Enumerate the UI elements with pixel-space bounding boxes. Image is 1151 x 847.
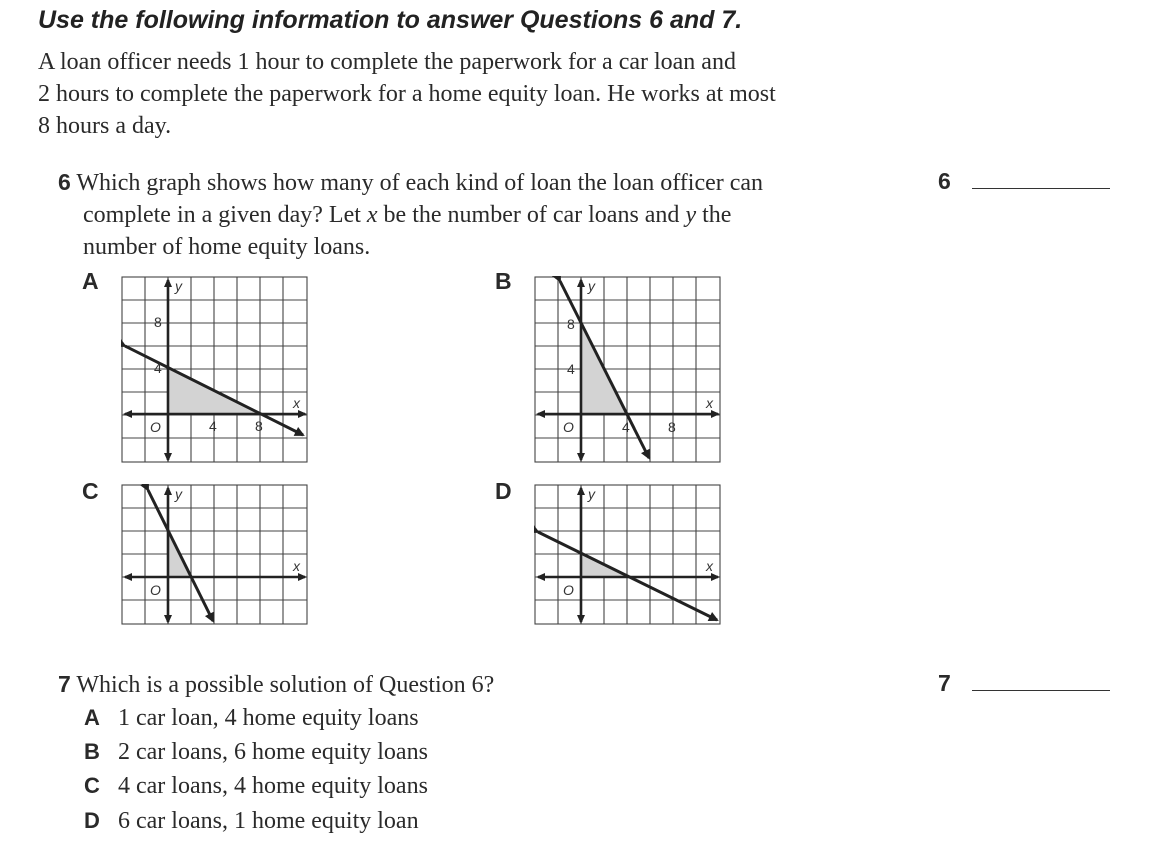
option-letter: A [84,705,100,730]
graph-b-label: B [495,268,512,294]
graph-a-y-label: y [175,278,182,294]
question-7-text: Which is a possible solution of Question 6? [76,672,495,698]
intro-line: A loan officer needs 1 hour to complete the paperwork for a car loan and [38,49,736,75]
graph-c-label: C [82,478,99,504]
option-text: 2 car loans, 6 home equity loans [118,739,428,765]
question-6 [58,166,763,263]
option-letter: D [84,808,100,833]
graph-c-origin-label: O [150,582,161,598]
graph-c[interactable] [121,484,309,626]
answer-option-c[interactable] [84,773,428,800]
graph-a-label: A [82,268,99,294]
answer-option-d[interactable] [84,808,419,835]
option-letter: C [84,773,100,798]
graph-d-label: D [495,478,512,504]
graph-b-origin-label: O [563,419,574,435]
graph-c-x-label: x [293,558,300,574]
graph-a-tick-label: 8 [255,418,263,434]
graph-d-grid [535,485,720,624]
answer-6-number: 6 [938,168,951,194]
graph-b-tick-label: 8 [567,316,575,332]
question-6-line-3: number of home equity loans. [83,234,371,260]
intro-line: 2 hours to complete the paperwork for a home equity loan. He works at most [38,81,776,107]
graph-a-tick-label: 4 [209,418,217,434]
answer-7-blank[interactable] [972,690,1110,691]
graph-b-x-label: x [706,395,713,411]
graph-b-y-label: y [588,278,595,294]
option-text: 4 car loans, 4 home equity loans [118,773,428,799]
graph-b-tick-label: 4 [567,361,575,377]
answer-option-a[interactable] [84,705,419,732]
option-text: 6 car loans, 1 home equity loan [118,808,419,834]
graph-a-tick-label: 4 [154,360,162,376]
problem-intro [38,46,918,142]
graph-c-y-label: y [175,486,182,502]
instructions-heading: Use the following information to answer Questions 6 and 7. [38,6,743,34]
graph-d-y-label: y [588,486,595,502]
graph-a[interactable] [121,276,309,464]
graph-a-origin-label: O [150,419,161,435]
graph-a-x-label: x [293,395,300,411]
option-text: 1 car loan, 4 home equity loans [118,705,419,731]
graph-b-tick-label: 8 [668,419,676,435]
graph-c-boundary-line [148,490,213,621]
question-6-number: 6 [58,169,71,195]
graph-a-tick-label: 8 [154,314,162,330]
question-6-line-2: complete in a given day? Let x be the number of car loans and y the [83,202,732,228]
question-7 [58,668,494,701]
question-7-number: 7 [58,671,71,697]
intro-line: 8 hours a day. [38,113,172,139]
graph-d-x-label: x [706,558,713,574]
answer-6-blank[interactable] [972,188,1110,189]
answer-7-number: 7 [938,670,951,696]
graph-b-tick-label: 4 [622,419,630,435]
option-letter: B [84,739,100,764]
question-6-line-1: Which graph shows how many of each kind of loan the loan officer can [76,170,764,196]
graph-c-grid [122,485,307,624]
graph-d[interactable] [534,484,722,626]
answer-option-b[interactable] [84,739,428,766]
graph-d-origin-label: O [563,582,574,598]
graph-b[interactable] [534,276,722,464]
